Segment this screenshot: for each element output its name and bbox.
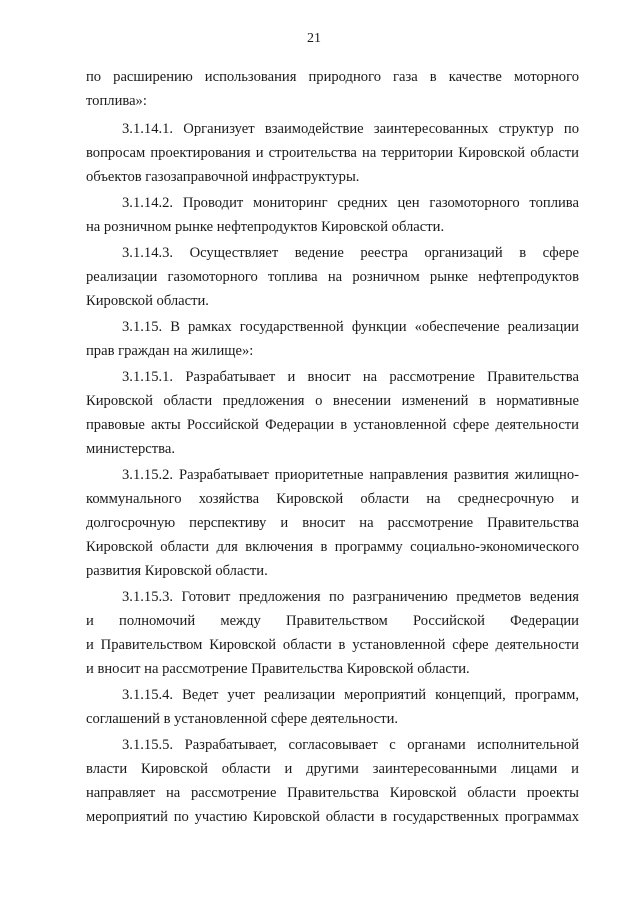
text-line: Кировской области предложения о внесении изменений в нормативные xyxy=(86,393,579,409)
text-line: 3.1.15.1. Разрабатывает и вносит на рассмотрение Правительства xyxy=(122,369,579,385)
text-line: прав граждан на жилище»: xyxy=(86,343,254,359)
text-line: долгосрочную перспективу и вносит на рассмотрение Правительства xyxy=(86,515,579,531)
text-line: реализации газомоторного топлива на розничном рынке нефтепродуктов xyxy=(86,269,579,285)
text-line: и Правительством Кировской области в установленной сфере деятельности xyxy=(86,637,579,653)
text-line: объектов газозаправочной инфраструктуры. xyxy=(86,169,360,185)
text-line: вопросам проектирования и строительства на территории Кировской области xyxy=(86,145,579,161)
text-line: и вносит на рассмотрение Правительства Кировской области. xyxy=(86,661,470,677)
text-line: 3.1.15. В рамках государственной функции «обеспечение реализации xyxy=(122,319,579,335)
text-line: 3.1.14.3. Осуществляет ведение реестра организаций в сфере xyxy=(122,245,579,261)
text-line: развития Кировской области. xyxy=(86,563,268,579)
text-line: соглашений в установленной сфере деятельности. xyxy=(86,711,399,727)
text-line: 3.1.15.3. Готовит предложения по разграничению предметов ведения xyxy=(122,589,579,605)
text-line: направляет на рассмотрение Правительства Кировской области проекты xyxy=(86,785,579,801)
text-line: Кировской области для включения в программу социально-экономического xyxy=(86,539,579,555)
text-line: 3.1.14.2. Проводит мониторинг средних цен газомоторного топлива xyxy=(122,195,579,211)
text-line: Кировской области. xyxy=(86,293,209,309)
page-number: 21 xyxy=(307,31,321,46)
text-line: министерства. xyxy=(86,441,175,457)
text-line: топлива»: xyxy=(86,93,147,109)
text-line: мероприятий по участию Кировской области в государственных программах xyxy=(86,809,579,825)
text-line: на розничном рынке нефтепродуктов Кировской области. xyxy=(86,219,445,235)
text-line: 3.1.15.4. Ведет учет реализации мероприятий концепций, программ, xyxy=(122,687,579,703)
text-line: 3.1.15.5. Разрабатывает, согласовывает с органами исполнительной xyxy=(122,737,579,753)
text-line: правовые акты Российской Федерации в установленной сфере деятельности xyxy=(86,417,579,433)
text-line: коммунального хозяйства Кировской области на среднесрочную и xyxy=(86,491,579,507)
text-line: 3.1.14.1. Организует взаимодействие заинтересованных структур по xyxy=(122,121,579,137)
text-line: 3.1.15.2. Разрабатывает приоритетные направления развития жилищно- xyxy=(122,467,579,483)
text-line: власти Кировской области и другими заинтересованными лицами и xyxy=(86,761,579,777)
text-line: по расширению использования природного газа в качестве моторного xyxy=(86,69,579,85)
text-line: и полномочий между Правительством Российской Федерации xyxy=(86,613,579,629)
